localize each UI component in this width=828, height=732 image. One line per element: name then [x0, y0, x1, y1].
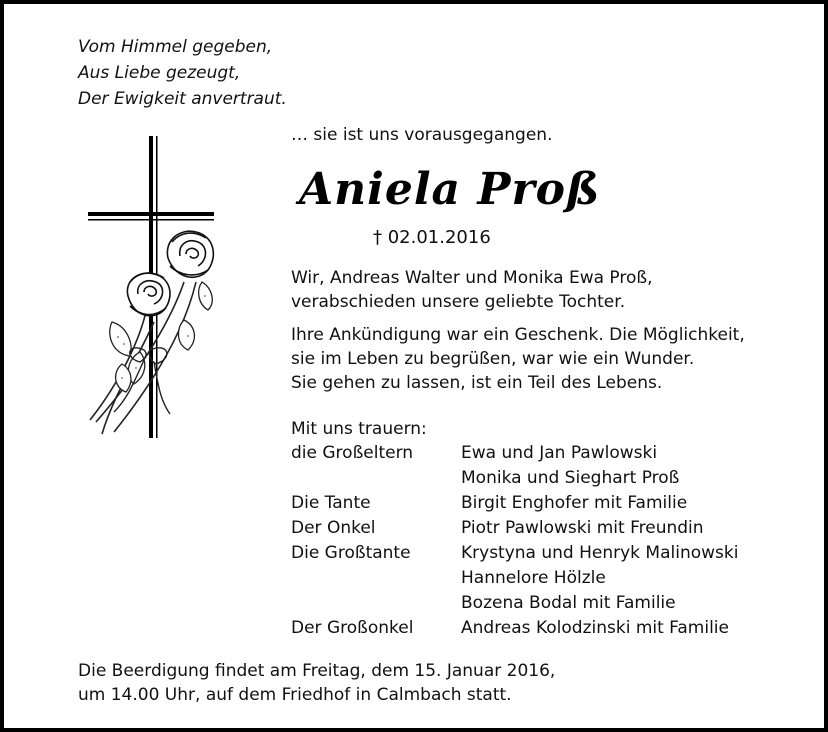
- mourner-names: Birgit Enghofer mit Familie: [461, 493, 688, 513]
- message-line: Sie gehen zu lassen, ist ein Teil des Lebens.: [291, 373, 663, 393]
- mourner-names: Krystyna und Henryk Malinowski: [461, 543, 739, 563]
- mourner-relation: Die Großtante: [291, 543, 411, 563]
- poem: [78, 34, 287, 112]
- parents-line: verabschieden unsere geliebte Tochter.: [291, 292, 626, 312]
- mourners-heading: Mit uns trauern:: [291, 419, 427, 439]
- parents-statement: [291, 266, 653, 314]
- message-line: Ihre Ankündigung war ein Geschenk. Die Möglichkeit,: [291, 325, 745, 345]
- poem-line: Der Ewigkeit anvertraut.: [78, 89, 287, 109]
- mourner-relation: die Großeltern: [291, 443, 414, 463]
- poem-line: Vom Himmel gegeben,: [78, 37, 273, 57]
- funeral-details: [78, 659, 555, 707]
- mourner-relation: Der Großonkel: [291, 618, 414, 638]
- deceased-name: Aniela Proß: [299, 164, 601, 215]
- cross-with-roses-icon: [84, 132, 234, 442]
- message-paragraph: [291, 323, 745, 395]
- poem-line: Aus Liebe gezeugt,: [78, 63, 241, 83]
- mourner-names: Piotr Pawlowski mit Freundin: [461, 518, 704, 538]
- parents-line: Wir, Andreas Walter und Monika Ewa Proß,: [291, 268, 653, 288]
- mourner-names: Bozena Bodal mit Familie: [461, 593, 676, 613]
- death-date: † 02.01.2016: [373, 227, 491, 248]
- funeral-line: um 14.00 Uhr, auf dem Friedhof in Calmbach statt.: [78, 685, 512, 705]
- mourner-relation: Der Onkel: [291, 518, 376, 538]
- mourner-names: Monika und Sieghart Proß: [461, 468, 680, 488]
- intro-line: … sie ist uns vorausgegangen.: [291, 125, 553, 145]
- mourner-relation: Die Tante: [291, 493, 371, 513]
- mourner-names: Andreas Kolodzinski mit Familie: [461, 618, 729, 638]
- funeral-line: Die Beerdigung findet am Freitag, dem 15. Januar 2016,: [78, 661, 556, 681]
- message-line: sie im Leben zu begrüßen, war wie ein Wunder.: [291, 349, 695, 369]
- mourner-names: Hannelore Hölzle: [461, 568, 606, 588]
- mourner-names: Ewa und Jan Pawlowski: [461, 443, 658, 463]
